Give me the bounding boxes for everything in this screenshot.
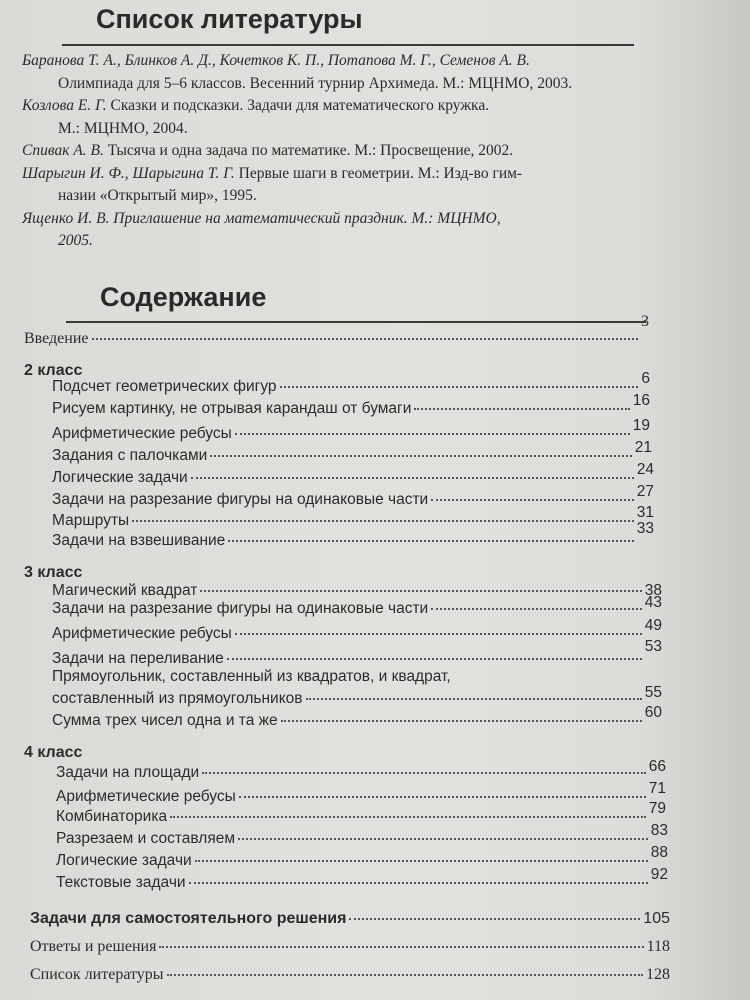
bib-title: Первые шаги в геометрии. М.: Изд-во гим- [238,164,523,182]
bib-author: Козлова Е. Г. [22,97,107,114]
toc-entry-label: Логические задачи [52,469,188,486]
bib-entry-continuation: назии «Открытый мир», 1995. [58,187,257,204]
toc-entry-intro[interactable] [24,313,649,348]
toc-leader [170,816,646,818]
toc-page-number: 3 [641,313,649,330]
toc-entry[interactable] [52,704,662,730]
bib-title: Сказки и подсказки. Задачи для математического кружка. [110,97,490,114]
toc-page-number: 92 [650,866,668,883]
toc-leader [167,974,643,976]
toc-page-number: 38 [644,582,662,599]
bib-entry [22,50,732,73]
toc-entry[interactable] [52,483,654,509]
toc-entry-tail[interactable] [30,966,670,984]
contents-title: Содержание [100,282,267,312]
toc-entry-label: Арифметические ребусы [52,425,232,442]
toc-leader [306,698,642,700]
toc-page-number: 24 [636,461,654,478]
toc-leader [239,796,646,798]
toc-page-number: 53 [644,638,662,655]
toc-entry[interactable] [52,582,662,600]
toc-entry-label: Арифметические ребусы [56,788,236,805]
toc-page-number: 27 [636,483,654,500]
bibliography-rule [62,44,634,46]
toc-entry-label: Разрезаем и составляем [56,830,235,847]
toc-page-number: 71 [648,780,666,797]
bib-entry [22,208,732,231]
toc-leader [235,633,642,635]
toc-entry[interactable] [56,866,668,892]
toc-page-number: 83 [650,822,668,839]
toc-section-title: 3 класс [24,564,83,581]
toc-entry[interactable] [52,684,662,708]
toc-leader [414,408,629,410]
toc-entry-label: составленный из прямоугольников [52,690,303,707]
toc-page-number: 118 [646,938,670,955]
toc-page-number: 88 [650,844,668,861]
toc-entry[interactable] [52,594,662,618]
bib-entry [22,95,732,118]
toc-entry-label: Ответы и решения [30,938,157,955]
toc-entry[interactable] [56,780,666,806]
bib-entry-continuation: Олимпиада для 5–6 классов. Весенний турнир Архимеда. М.: МЦНМО, 2003. [58,74,573,92]
bib-entry [22,140,732,163]
toc-entry[interactable] [56,800,666,826]
toc-page-number: 128 [646,966,670,983]
toc-leader [431,608,642,610]
toc-entry-tail[interactable] [30,938,670,956]
bibliography-list [22,50,732,253]
toc-leader [189,882,648,884]
bib-title: Тысяча и одна задача по математике. М.: Просвещение, 2002. [107,142,514,159]
toc-leader [191,477,634,479]
toc-entry-label: Текстовые задачи [56,874,186,891]
bib-entry-continuation: 2005. [58,232,93,249]
toc-leader [228,540,633,542]
toc-leader [238,838,648,840]
toc-entry-label: Задачи на переливание [52,650,224,667]
bib-entry [22,163,732,186]
bib-author: Шарыгин И. Ф., Шарыгина Т. Г. [22,164,235,182]
toc-leader [132,520,634,522]
toc-entry-tail[interactable] [30,910,670,928]
toc-leader [200,590,641,592]
toc-leader [227,658,642,660]
toc-entry-label: Задачи на взвешивание [52,532,226,549]
toc-leader [235,433,630,435]
bib-author: Ященко И. В. [22,209,110,227]
toc-entry-label: Задачи на разрезание фигуры на одинаковые части [52,600,429,617]
toc-leader [280,386,639,388]
contents-rule [66,321,646,323]
toc-entry-label: Сумма трех чисел одна и та же [52,712,278,729]
toc-leader [210,455,631,457]
toc-entry-label: Маршруты [52,512,130,529]
toc-entry[interactable] [52,417,650,443]
toc-entry-label: Арифметические ребусы [52,625,232,642]
toc-page-number: 21 [634,439,652,456]
toc-entry-label: Список литературы [30,966,164,983]
toc-leader [349,918,640,920]
toc-leader [159,946,643,948]
toc-entry[interactable] [56,758,666,782]
toc-page-number: 60 [644,704,662,721]
toc-entry-label: Логические задачи [56,852,192,869]
toc-entry[interactable] [52,617,662,643]
toc-entry[interactable] [52,439,652,465]
toc-entry[interactable] [52,504,654,530]
toc-section-title: 2 класс [24,362,83,379]
toc-page-number: 43 [644,594,662,611]
toc-page-number: 105 [643,910,670,927]
toc-entry[interactable] [52,638,662,668]
toc-entry[interactable] [56,844,668,870]
toc-section-title: 4 класс [24,744,83,761]
bib-author: Баранова Т. А., Блинков А. Д., Кочетков К. П., Потапова М. Г., Семенов А. В. [22,52,530,69]
toc-entry-label: Задания с палочками [52,447,208,464]
toc-entry[interactable] [52,461,654,487]
toc-entry[interactable] [52,370,650,396]
toc-entry-label: Магический квадрат [52,582,198,599]
toc-entry-label: Подсчет геометрических фигур [52,378,277,395]
toc-entry-label: Введение [24,330,89,347]
toc-entry-label: Рисуем картинку, не отрывая карандаш от бумаги [52,400,412,417]
toc-entry[interactable] [56,822,668,848]
toc-entry[interactable] [52,392,650,418]
toc-page-number: 19 [632,417,650,434]
toc-page-number: 66 [648,758,666,775]
toc-entry-label: Комбинаторика [56,808,168,825]
toc-page-number: 55 [644,684,662,701]
toc-leader [195,860,648,862]
toc-leader [92,338,639,340]
bib-entry-continuation: М.: МЦНМО, 2004. [58,119,188,137]
toc-entry-label: Задачи на площади [56,764,200,781]
toc-entry-label: Задачи на разрезание фигуры на одинаковые части [52,491,429,508]
bib-title: Приглашение на математический праздник. М.: МЦНМО, [113,209,501,227]
bibliography-title: Список литературы [96,4,363,34]
toc-page-number: 31 [636,504,654,521]
toc-entry-label-line1: Прямоугольник, составленный из квадратов, и квадрат, [52,668,451,685]
bib-author: Спивак А. В. [22,142,104,159]
toc-page-number: 79 [648,800,666,817]
toc-page-number: 16 [632,392,650,409]
toc-leader [281,720,642,722]
toc-entry-label: Задачи для самостоятельного решения [30,910,347,927]
toc-leader [202,772,646,774]
toc-page-number: 49 [644,617,662,634]
toc-leader [431,499,634,501]
toc-page-number: 6 [641,370,650,387]
toc-page-number: 33 [636,520,654,537]
